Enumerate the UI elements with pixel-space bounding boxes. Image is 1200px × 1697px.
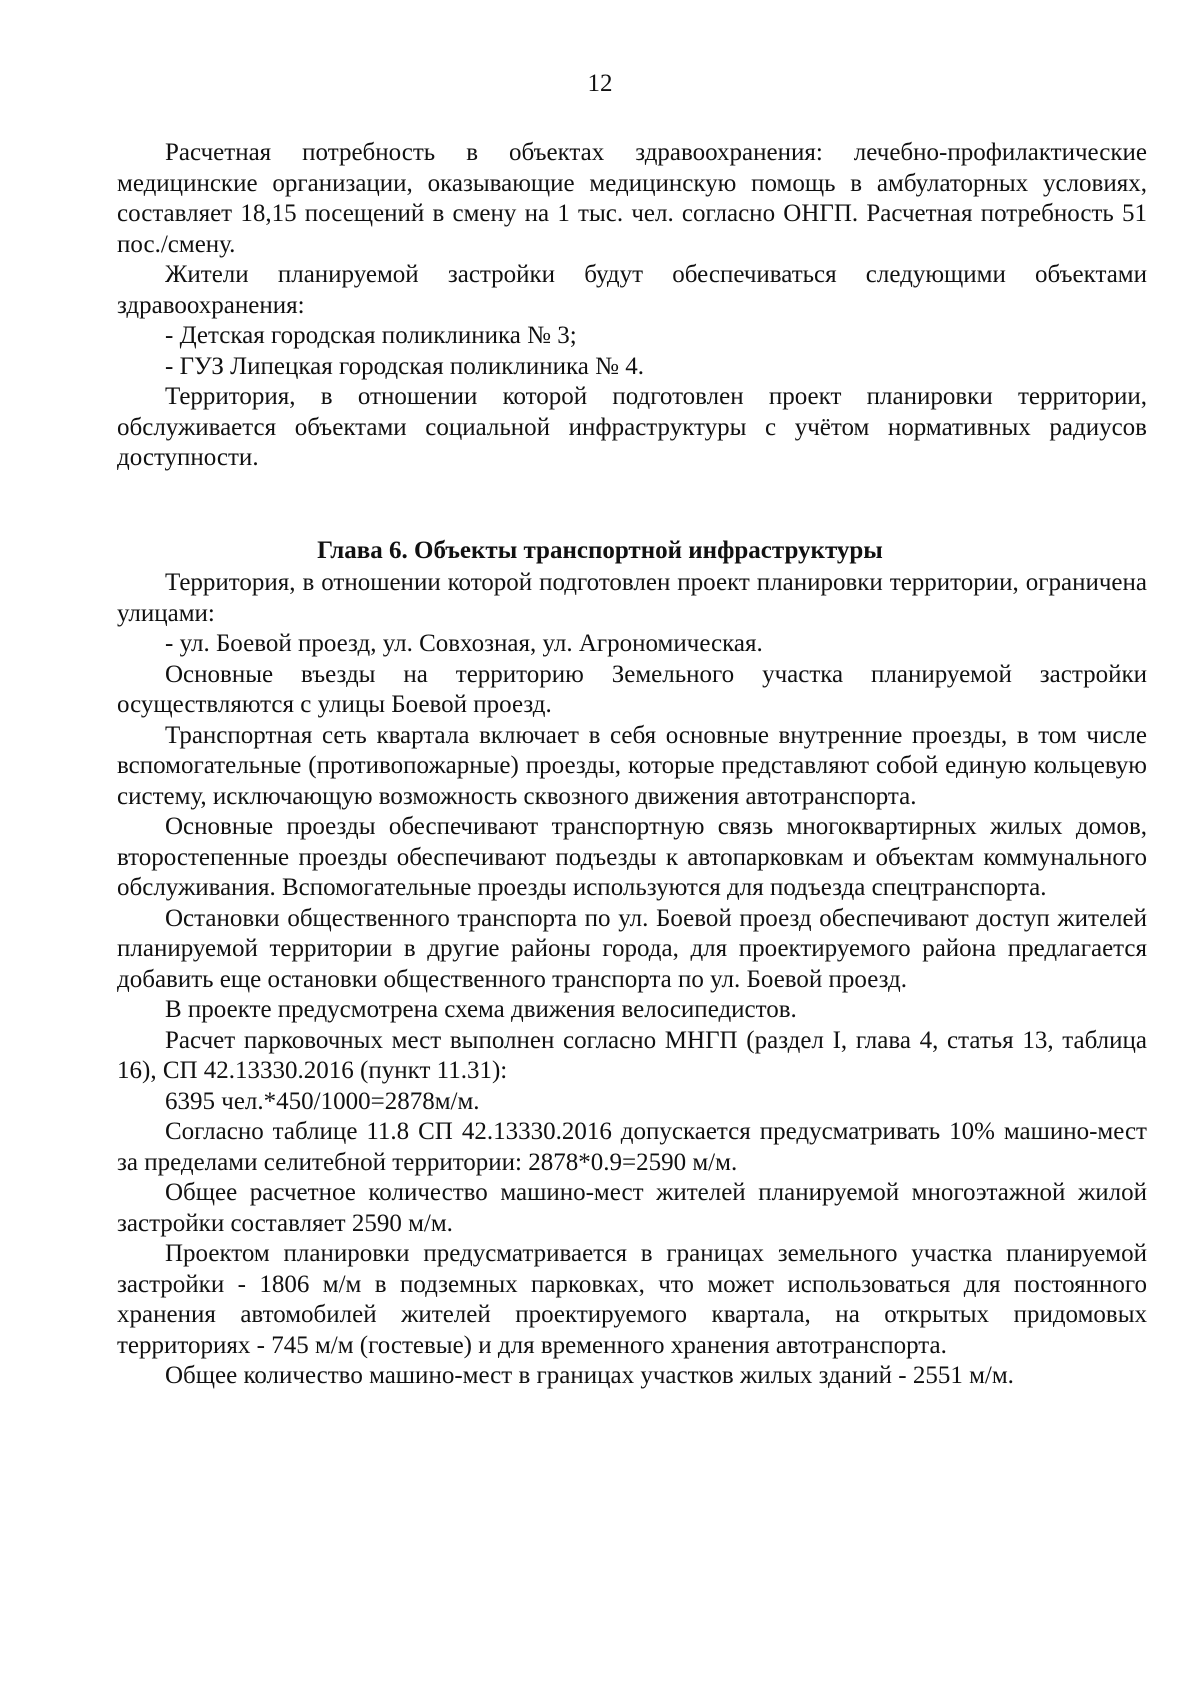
paragraph: Жители планируемой застройки будут обеспечиваться следующими объектами здравоохранения: xyxy=(117,261,1147,319)
list-item: - ул. Боевой проезд, ул. Совхозная, ул. Агрономическая. xyxy=(165,630,763,657)
paragraph: Расчет парковочных мест выполнен согласно МНГП (раздел I, глава 4, статья 13, таблица 16), СП 42.13330.2016 (пункт 11.31): xyxy=(117,1026,1147,1084)
paragraph: Проектом планировки предусматривается в границах земельного участка планируемой застройки - 1806 м/м в подземных парковках, что может использоваться для постоянного хранения автомобилей жителей проектируемого квартала, на открытых придомовых территориях - 745 м/м (гостевые) и для временного хранения автотранспорта. xyxy=(117,1240,1147,1359)
page-number: 12 xyxy=(587,70,613,97)
list-item: - ГУЗ Липецкая городская поликлиника № 4. xyxy=(165,352,644,380)
paragraph: Основные проезды обеспечивают транспортную связь многоквартирных жилых домов, второстепенные проезды обеспечивают подъезды к автопарковкам и объектам коммунального обслуживания. Вспомогательные проезды используются для подъезда спецтранспорта. xyxy=(117,813,1147,901)
section-transport xyxy=(117,568,1147,1392)
paragraph: Общее расчетное количество машино-мест жителей планируемой многоэтажной жилой застройки составляет 2590 м/м. xyxy=(117,1179,1147,1237)
paragraph: Общее количество машино-мест в границах участков жилых зданий - 2551 м/м. xyxy=(165,1362,1014,1389)
paragraph: Территория, в отношении которой подготовлен проект планировки территории, ограничена улицами: xyxy=(117,569,1147,627)
chapter-title: Глава 6. Объекты транспортной инфраструктуры xyxy=(317,537,883,564)
paragraph: Остановки общественного транспорта по ул. Боевой проезд обеспечивают доступ жителей планируемой территории в другие районы города, для проектируемого района предлагается добавить еще остановки общественного транспорта по ул. Боевой проезд. xyxy=(117,904,1147,993)
section-healthcare xyxy=(117,138,1147,474)
paragraph: Согласно таблице 11.8 СП 42.13330.2016 допускается предусматривать 10% машино-мест за пределами селитебной территории: 2878*0.9=2590 м/м. xyxy=(117,1118,1147,1176)
list-item: - Детская городская поликлиника № 3; xyxy=(165,322,577,349)
paragraph: В проекте предусмотрена схема движения велосипедистов. xyxy=(165,996,797,1023)
paragraph: Территория, в отношении которой подготовлен проект планировки территории, обслуживается объектами социальной инфраструктуры с учётом нормативных радиусов доступности. xyxy=(117,383,1147,471)
paragraph: Транспортная сеть квартала включает в себя основные внутренние проезды, в том числе вспомогательные (противопожарные) проезды, которые представляют собой единую кольцевую систему, исключающую возможность сквозного движения автотранспорта. xyxy=(117,721,1147,810)
paragraph: Основные въезды на территорию Земельного участка планируемой застройки осуществляются с улицы Боевой проезд. xyxy=(117,660,1147,718)
paragraph: Расчетная потребность в объектах здравоохранения: лечебно-профилактические медицинские организации, оказывающие медицинскую помощь в амбулаторных условиях, составляет 18,15 посещений в смену на 1 тыс. чел. согласно ОНГП. Расчетная потребность 51 пос./смену. xyxy=(117,139,1147,258)
formula: 6395 чел.*450/1000=2878м/м. xyxy=(165,1087,480,1115)
